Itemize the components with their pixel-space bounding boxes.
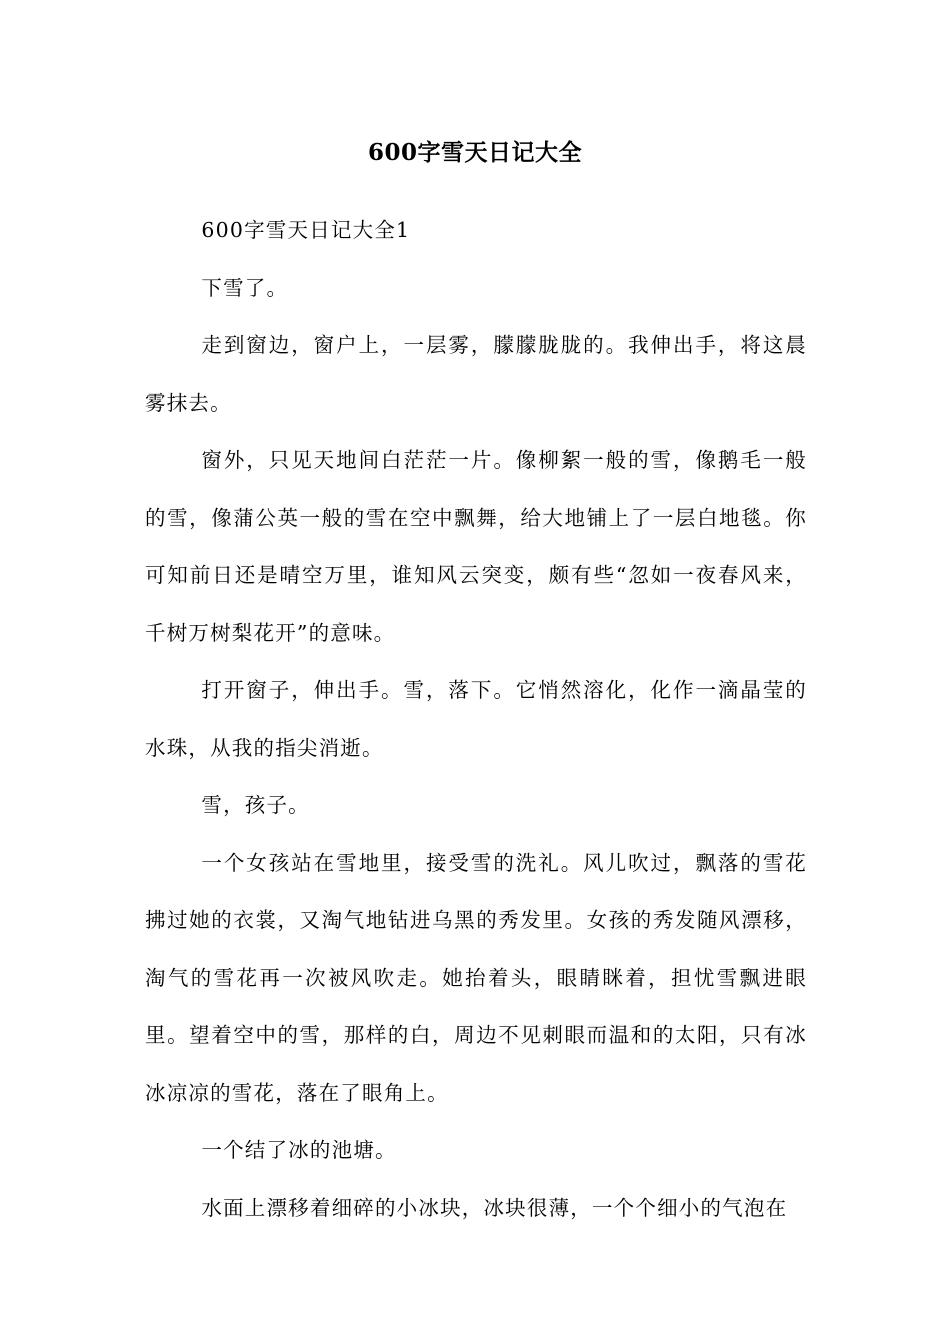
paragraph: 窗外，只见天地间白茫茫一片。像柳絮一般的雪，像鹅毛一般的雪，像蒲公英一般的雪在空中飘舞，给大地铺上了一层白地毯。你可知前日还是晴空万里，谁知风云突变，颇有些“忽如一夜春风来，千树万树梨花开”的意味。 [145, 448, 807, 645]
paragraph: 走到窗边，窗户上，一层雾，朦朦胧胧的。我伸出手，将这晨雾抹去。 [145, 333, 807, 415]
paragraph: 一个结了冰的池塘。 [201, 1138, 397, 1162]
paragraph: 下雪了。 [201, 275, 289, 300]
paragraph-heading: 600字雪天日记大全1 [201, 218, 411, 242]
paragraph: 水面上漂移着细碎的小冰块，冰块很薄，一个个细小的气泡在 [201, 1195, 788, 1220]
document-title: 600字雪天日记大全 [367, 139, 582, 166]
paragraph: 雪，孩子。 [201, 793, 310, 817]
document-body [145, 202, 807, 1237]
paragraph: 一个女孩站在雪地里，接受雪的洗礼。风儿吹过，飘落的雪花拂过她的衣裳，又淘气地钻进乌黑的秀发里。女孩的秀发随风漂移，淘气的雪花再一次被风吹走。她抬着头，眼睛眯着，担忧雪飘进眼里。望着空中的雪，那样的白，周边不见刺眼而温和的太阳，只有冰冰凉凉的雪花，落在了眼角上。 [145, 850, 807, 1105]
paragraph: 打开窗子，伸出手。雪，落下。它悄然溶化，化作一滴晶莹的水珠，从我的指尖消逝。 [145, 678, 807, 760]
